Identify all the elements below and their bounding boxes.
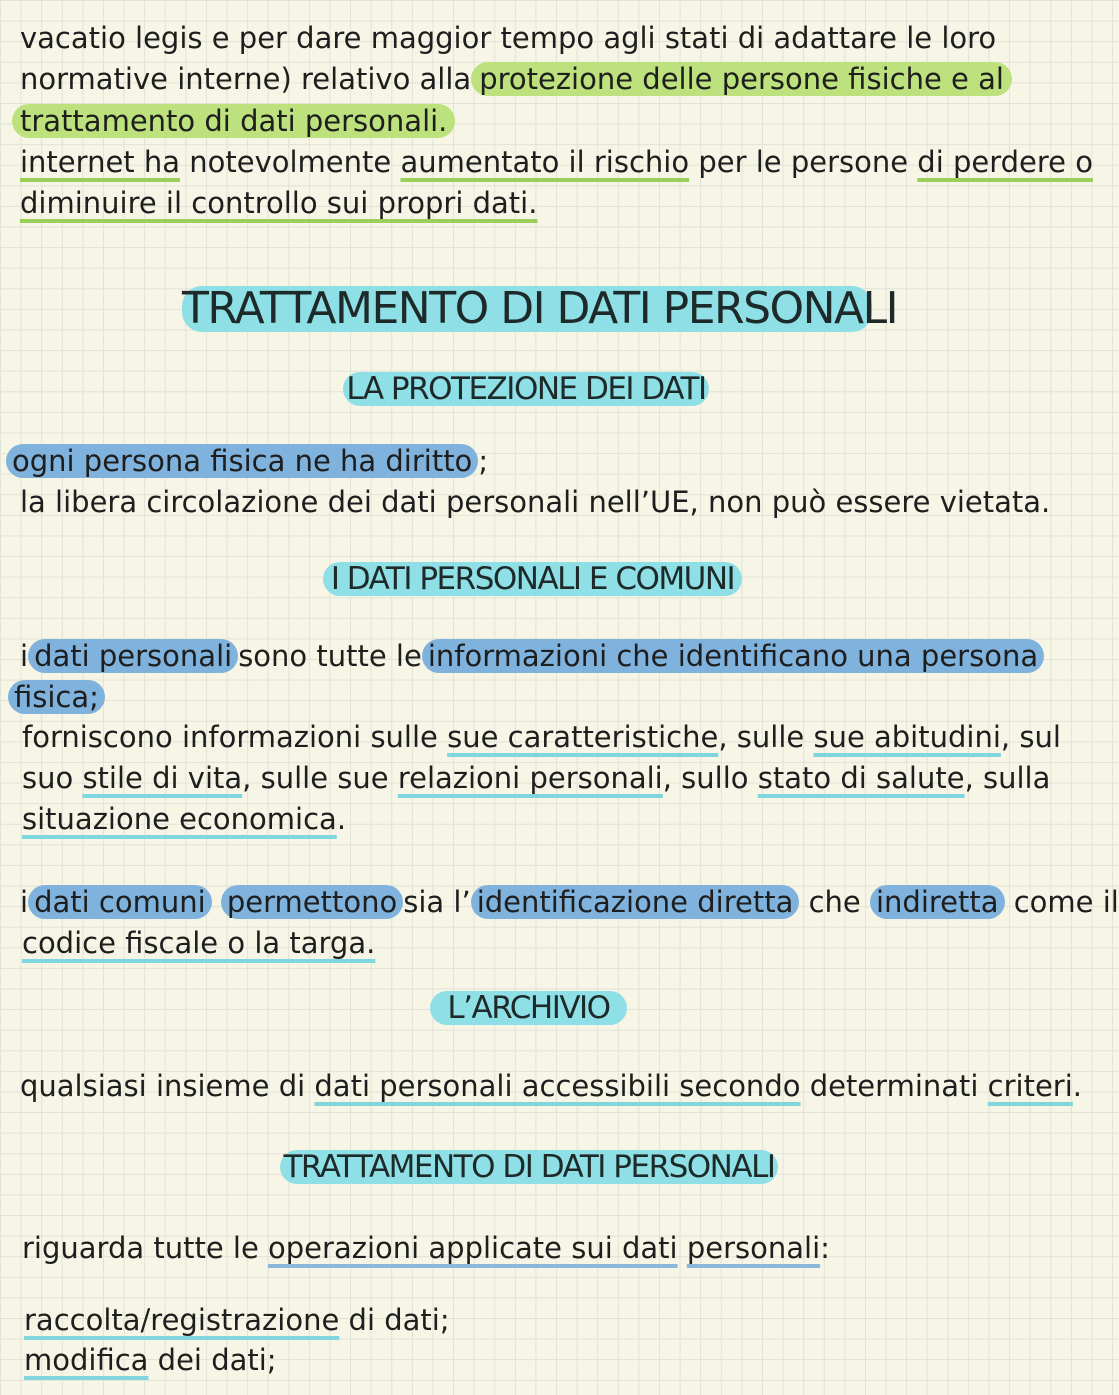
section1-line-2: la libera circolazione dei dati personali nell’UE, non può essere vietata. [20,485,1051,519]
underlined-text: dati personali accessibili secondo [314,1069,801,1103]
underlined-text: relazioni personali [397,761,663,795]
section2-line-1 [20,636,1044,676]
highlight-blue: permettono [221,885,403,919]
list-item-raccolta [24,1300,450,1340]
section2-text: sia l’ [403,885,471,919]
highlight-green: trattamento di dati personali. [12,104,455,138]
section3-text: . [1072,1069,1083,1103]
section2-text: i [20,639,29,673]
underlined-text: stato di salute [757,761,965,795]
underlined-text: sue abitudini [813,720,1001,754]
intro-line-5 [20,183,537,223]
section2-line-4 [22,758,1050,798]
main-title: TRATTAMENTO DI DATI PERSONALI [182,283,898,334]
section2-text: , sulle [718,720,805,754]
section2-line-5 [22,799,346,839]
section2-text: , sullo [662,761,749,795]
section4-text: di dati; [339,1303,450,1337]
highlight-blue: informazioni che identificano una persona [422,639,1044,673]
section1-text: ; [478,444,489,478]
section1-line-1 [6,441,488,481]
underlined-text: criteri [987,1069,1073,1103]
section2-text: , sul [1000,720,1061,754]
section2-text: . [336,802,347,836]
highlight-blue: dati comuni [28,885,212,919]
highlight-blue: fisica; [8,680,105,714]
underlined-text: aumentato il rischio [400,145,690,179]
intro-text: normative interne) relativo alla [20,62,472,96]
section2-line-7 [22,923,375,963]
underlined-text: sue caratteristiche [447,720,719,754]
list-item-modifica [24,1340,277,1380]
intro-text: notevolmente [189,145,392,179]
section2-text: che [808,885,861,919]
section4-line-1 [22,1228,830,1268]
intro-line-1: vacatio legis e per dare maggior tempo agli stati di adattare le loro [20,21,997,55]
section4-text: riguarda tutte le [22,1231,259,1265]
underlined-text: codice fiscale o la targa. [22,926,376,960]
highlight-blue: ogni persona fisica ne ha diritto [6,444,478,478]
underlined-text: stile di vita [82,761,243,795]
section4-text: : [820,1231,830,1265]
section2-line-6 [20,882,1119,922]
highlight-green: protezione delle persone fisiche e al [471,62,1012,96]
underlined-text: modifica [24,1343,149,1377]
section2-text: suo [22,761,74,795]
section4-text: dei dati; [148,1343,277,1377]
intro-line-4 [20,142,1093,182]
section2-text: , sulla [964,761,1051,795]
highlight-blue: indiretta [870,885,1005,919]
section2-text: i [20,885,29,919]
section2-text: come il [1013,885,1119,919]
intro-line-3 [12,101,455,141]
underlined-text: operazioni applicate sui dati [268,1231,678,1265]
section-heading-archivio: L’ARCHIVIO [430,991,627,1025]
intro-line-2 [20,59,1012,99]
underlined-text: situazione economica [22,802,337,836]
section2-text: forniscono informazioni sulle [22,720,438,754]
section3-text: determinati [809,1069,979,1103]
underlined-text: internet ha [20,145,181,179]
section-heading-protezione: LA PROTEZIONE DEI DATI [343,372,709,406]
underlined-text: raccolta/registrazione [24,1303,340,1337]
section2-line-2 [8,677,105,717]
section3-line-1 [20,1066,1082,1106]
section-heading-trattamento: TRATTAMENTO DI DATI PERSONALI [280,1150,778,1184]
highlight-blue: identificazione diretta [471,885,800,919]
section-heading-dati-personali: I DATI PERSONALI E COMUNI [323,562,742,596]
section3-text: qualsiasi insieme di [20,1069,306,1103]
underlined-text: di perdere o [917,145,1093,179]
underlined-text: diminuire il controllo sui propri dati. [20,186,538,220]
underlined-text: personali [686,1231,821,1265]
section2-text: , sulle sue [242,761,389,795]
intro-text: per le persone [698,145,909,179]
highlight-blue: dati personali [28,639,238,673]
section2-line-3 [22,717,1061,757]
section2-text: sono tutte le [238,639,422,673]
